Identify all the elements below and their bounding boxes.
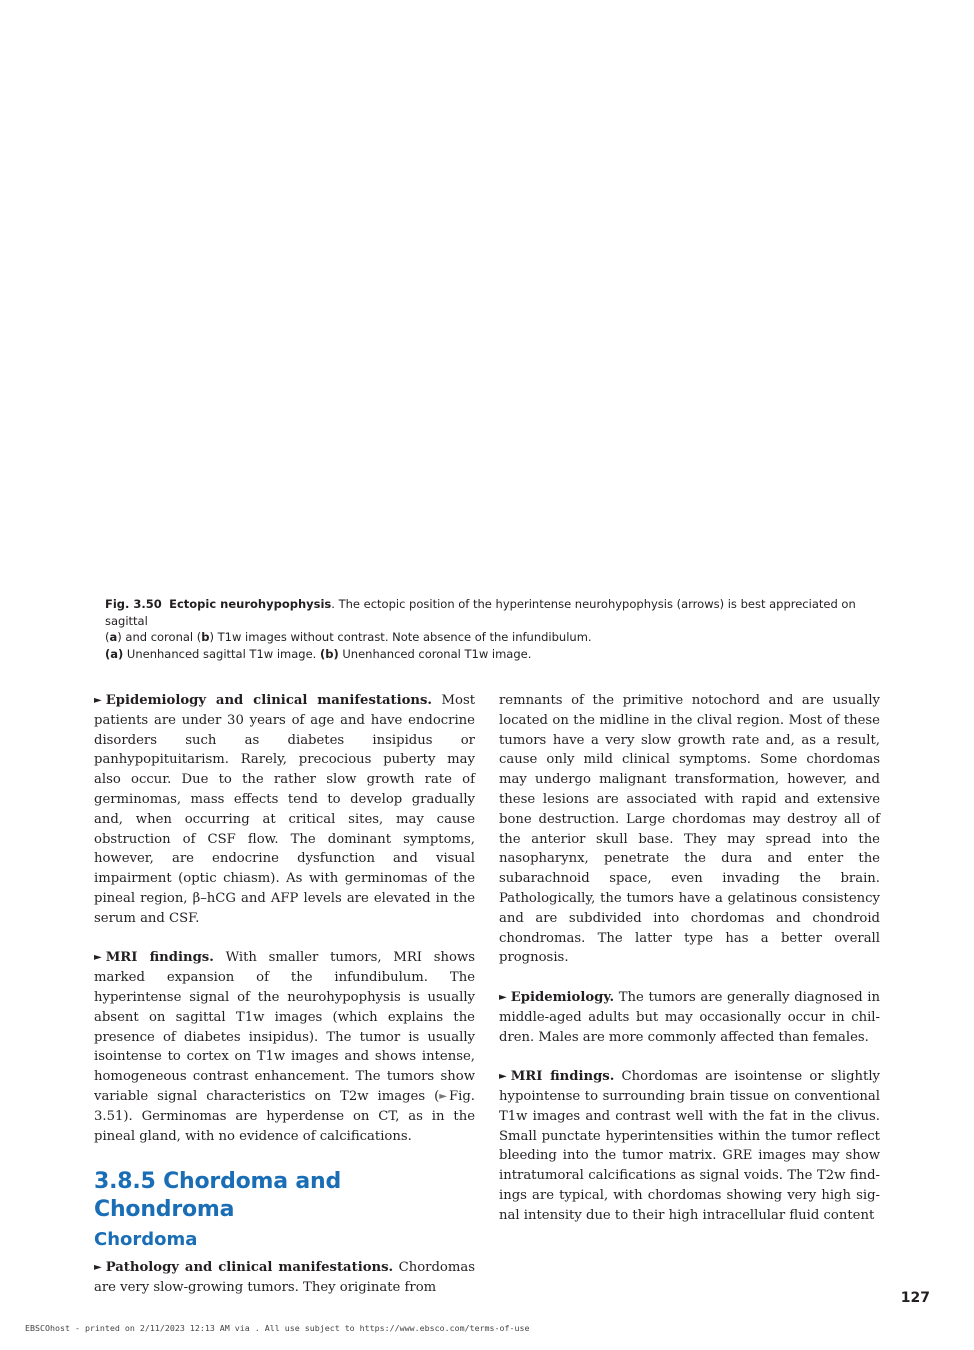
fig-desc-2-a: a [109, 630, 118, 644]
triangle-bullet-icon: ► [94, 952, 102, 964]
fig-label: Fig. 3.50 [105, 597, 162, 611]
epidemiology-lead: Epidemiology and clinical manifestations. [105, 693, 433, 708]
epidemiology-text: Most patients are under 30 years of age and have endocrine disorders such as diabetes insipidus or panhypopituitarism. Rarely, precocious puberty may also occur. Due to the rather slow growth rate of germinomas, mass effects tend to develop gradually and, when occurring at critical sites, may cause obstruction of CSF flow. The dominant symptoms, however, are endocrine dysfunction and visual impairment (optic chiasm). As with germinomas of the pineal region, β–hCG and AFP levels are elevated in the serum and CSF. [94, 693, 476, 926]
pathology-text: Chordomas are very slow-growing tumors. They originate from [94, 1260, 475, 1296]
fig-desc-2b: ) and coronal ( [117, 630, 202, 644]
panel-a-label: (a) [105, 646, 124, 661]
triangle-bullet-icon: ► [94, 695, 102, 706]
chordoma-mri-lead: MRI findings. [510, 1069, 615, 1085]
pathology-paragraph [94, 1258, 475, 1298]
panel-b-label: (b) [319, 646, 339, 661]
section-heading: 3.8.5 Chordoma and Chondroma [94, 1169, 342, 1223]
figure-caption [105, 596, 881, 662]
caption-line-1 [105, 596, 881, 629]
chordoma-epidemiology-paragraph [499, 988, 880, 1047]
panel-a-text: Unenhanced sagittal T1w image. [123, 646, 320, 661]
page-number: 127 [900, 1290, 930, 1306]
fig-desc-2a: ( [105, 630, 110, 644]
triangle-bullet-icon: ► [94, 1262, 102, 1274]
triangle-bullet-icon: ► [499, 991, 507, 1003]
footer-disclaimer: EBSCOhost - printed on 2/11/2023 12:13 AM via . All use subject to https://www.ebsco.com/terms-of-use [25, 1323, 530, 1333]
sub-heading: Chordoma [94, 1229, 198, 1251]
caption-line-3 [105, 646, 881, 663]
left-column [94, 691, 475, 1298]
fig-desc-2-b: b [201, 630, 210, 644]
panel-b-text: Unenhanced coronal T1w image. [338, 646, 532, 661]
pathology-lead: Pathology and clinical manifestations. [105, 1260, 394, 1276]
mri-findings-text-2: ). Germinomas are hyperdense on CT, as in the pineal gland, with no evidence of calcifications. [94, 1108, 475, 1144]
chordoma-mri-text: Chordomas are isointense or slightly hypointense to surrounding brain tissue on conventional T1w images and contrast well with the fat in the clivus. Small punctate hyperintensities within the tumor reflect bleeding into the tumor matrix. GRE images may show intratumoral calcifications as signal voids. The T2w findings are typical, with chordomas showing very high signal intensity due to their high intracellular fluid content [499, 1069, 880, 1223]
caption-line-2 [105, 629, 881, 646]
figure-placeholder [94, 0, 880, 585]
epidemiology-paragraph [94, 691, 475, 929]
chordoma-epidemiology-lead: Epidemiology. [510, 989, 615, 1005]
figure-reference-link[interactable]: Fig. 3.51 [94, 1088, 475, 1124]
chordoma-mri-paragraph [499, 1067, 880, 1225]
mri-findings-lead: MRI findings. [105, 950, 214, 966]
fig-title: Ectopic neurohypophysis [169, 597, 332, 611]
triangle-bullet-icon: ► [499, 1071, 507, 1083]
right-column [499, 691, 880, 1226]
triangle-figref-icon: ► [439, 1090, 447, 1102]
mri-findings-paragraph [94, 948, 475, 1146]
mri-findings-text-1: With smaller tumors, MRI shows marked expansion of the infundibulum. The hyperintense signal of the neurohypophysis is usually absent on sagittal T1w images (which explains the presence of diabetes insipidus). The tumor is usually isointense to cortex on T1w images and shows intense, homogeneous contrast enhancement. The tumors show variable signal characteristics on T2w images ( [94, 950, 475, 1104]
fig-desc-2c: ) T1w images without contrast. Note absence of the infundibulum. [209, 630, 592, 644]
pathology-continued-paragraph: remnants of the primitive notochord and are usually located on the midline in the clival region. Most of these tumors have a very slow growth rate and, as a result, cause only mild clinical symptoms. Some chordomas may undergo malignant transformation, however, and these lesions are associated with rapid and extensive bone destruction. Large chordomas may destroy all of the anterior skull base. They may spread into the nasopharynx, penetrate the dura and enter the subarachnoid space, even invading the brain. Pathologically, the tumors have a gelatinous consistency and are subdivided into chordomas and chondroid chondromas. The latter type has a better overall prognosis. [499, 693, 880, 966]
chordoma-epidemiology-text: The tumors are generally diagnosed in middle-aged adults but may occasionally occur in children. Males are more commonly affected than females. [499, 989, 880, 1045]
fig-desc-1: . The ectopic position of the hyperintense neurohypophysis (arrows) is best appreciated on sagittal [105, 597, 856, 628]
